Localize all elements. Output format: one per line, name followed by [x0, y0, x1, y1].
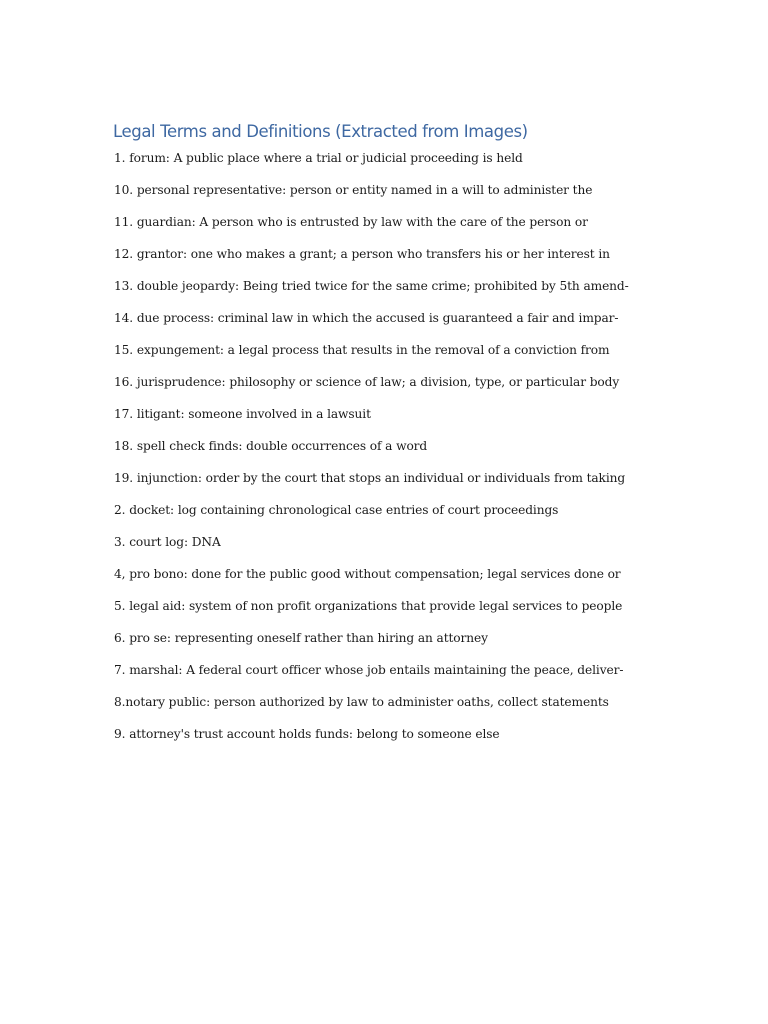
definition-entry: 12. grantor: one who makes a grant; a person who transfers his or her interest in: [114, 247, 610, 261]
definition-entry: 2. docket: log containing chronological case entries of court proceedings: [114, 503, 559, 517]
definition-entry: 16. jurisprudence: philosophy or science of law; a division, type, or particular body: [114, 375, 620, 389]
document-title: Legal Terms and Definitions (Extracted from Images): [113, 122, 528, 141]
definition-list: [114, 148, 629, 756]
definition-entry: 13. double jeopardy: Being tried twice for the same crime; prohibited by 5th amend-: [114, 279, 629, 293]
definition-entry: 18. spell check finds: double occurrences of a word: [114, 439, 428, 453]
definition-entry: 5. legal aid: system of non profit organizations that provide legal services to people: [114, 599, 623, 613]
definition-entry: 14. due process: criminal law in which the accused is guaranteed a fair and impar-: [114, 311, 619, 325]
definition-entry: 7. marshal: A federal court officer whose job entails maintaining the peace, deliver-: [114, 663, 624, 677]
definition-entry: 17. litigant: someone involved in a lawsuit: [114, 407, 371, 421]
definition-entry: 8.notary public: person authorized by law to administer oaths, collect statements: [114, 695, 609, 709]
definition-entry: 4, pro bono: done for the public good without compensation; legal services done or: [114, 567, 621, 581]
definition-entry: 19. injunction: order by the court that stops an individual or individuals from taking: [114, 471, 626, 485]
definition-entry: 10. personal representative: person or entity named in a will to administer the: [114, 183, 593, 197]
definition-entry: 9. attorney's trust account holds funds: belong to someone else: [114, 727, 500, 741]
definition-entry: 1. forum: A public place where a trial or judicial proceeding is held: [114, 151, 523, 165]
definition-entry: 3. court log: DNA: [114, 535, 221, 549]
definition-entry: 11. guardian: A person who is entrusted by law with the care of the person or: [114, 215, 588, 229]
definition-entry: 15. expungement: a legal process that results in the removal of a conviction from: [114, 343, 610, 357]
definition-entry: 6. pro se: representing oneself rather than hiring an attorney: [114, 631, 488, 645]
